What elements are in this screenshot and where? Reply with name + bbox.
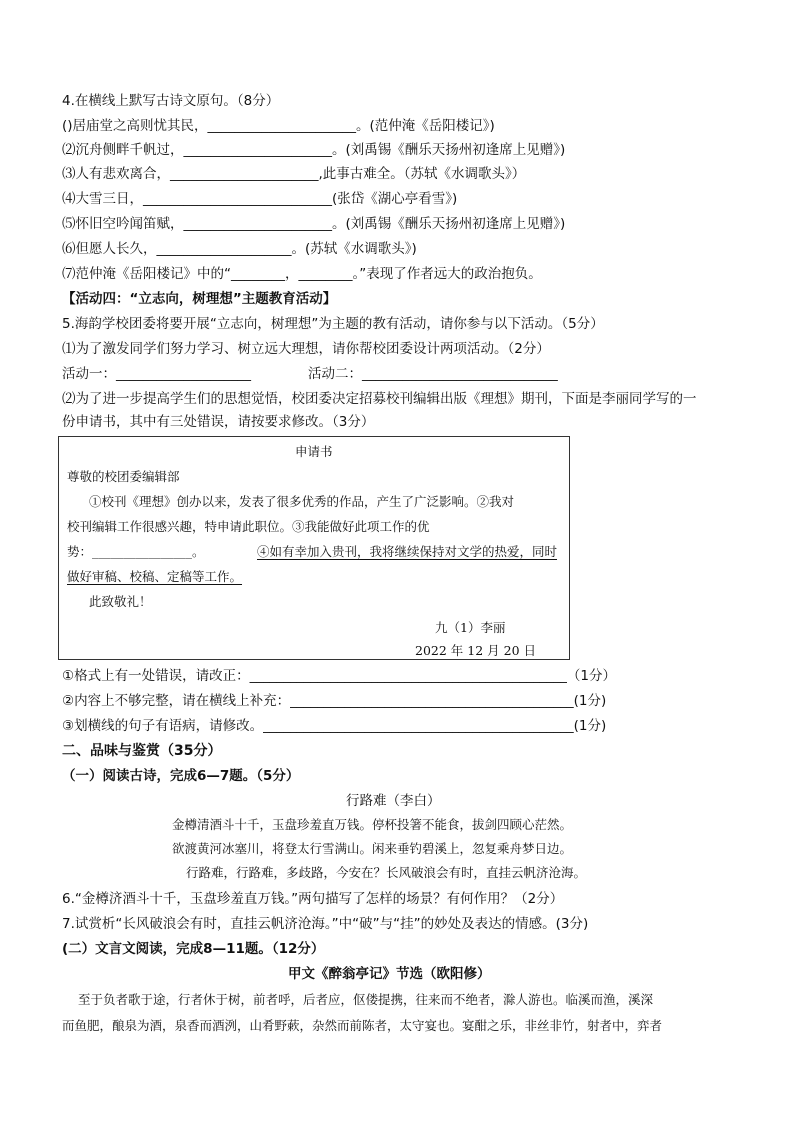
poem-title: 行路难（李白） [346, 793, 441, 809]
classical-text-title: 甲文《醉翁亭记》节选（欧阳修） [288, 966, 491, 982]
q4-title: 4.在横线上默写古诗文原句。（8分） [62, 93, 280, 109]
q4-item-6: ⑹但愿人长久，____________________。(苏轼《水调歌头》) [62, 241, 417, 257]
letter-underlined-sentence: ④如有幸加入贵刊，我将继续保持对文学的热爱，同时 [257, 544, 558, 559]
letter-body-line4: 做好审稿、校稿、定稿等工作。 [67, 569, 243, 584]
letter-heading: 申请书 [295, 444, 333, 459]
letter-body-line3-blank: 势：________________。 [67, 544, 205, 559]
q4-item-4: ⑷大雪三日，____________________________(张岱《湖心亭看雪》) [62, 191, 458, 207]
q5-sub2-line1: ⑵为了进一步提高学生们的思想觉悟，校团委决定招募校刊编辑出版《理想》期刊，下面是李丽同学写的一 [62, 391, 697, 407]
q4-item-7: ⑺范仲淹《岳阳楼记》中的“________，________。”表现了作者远大的政治抱负。 [62, 266, 542, 282]
letter-body-line1: ①校刊《理想》创办以来，发表了很多优秀的作品，产生了广泛影响。②我对 [89, 494, 515, 509]
q5-sub1: ⑴为了激发同学们努力学习、树立远大理想，请你帮校团委设计两项活动。（2分） [62, 341, 550, 357]
q4-item-5: ⑸怀旧空吟闻笛赋，______________________。(刘禹锡《酬乐天扬州初逢席上见赠》) [62, 216, 566, 232]
classical-text-line-2: 而鱼肥，酿泉为酒，泉香而酒洌，山肴野蔌，杂然而前陈者，太守宴也。宴酣之乐，非丝非竹，射者中，弈者 [62, 1018, 663, 1033]
q5-sub2-line2: 份申请书，其中有三处错误，请按要求修改。（3分） [62, 414, 375, 430]
classical-text-line-1: 至于负者歌于途，行者休于树，前者呼，后者应，伛偻提携，往来而不绝者，滁人游也。临溪而渔，溪深 [78, 992, 654, 1007]
part-one-heading: （一）阅读古诗，完成6—7题。（5分） [62, 768, 300, 784]
q4-item-1: ()居庙堂之高则忧其民，______________________。(范仲淹《岳阳楼记》) [62, 118, 495, 134]
correction-3: ③划横线的句子有语病，请修改。______________________________________________(1分) [62, 718, 607, 734]
q5-title: 5.海韵学校团委将要开展“立志向，树理想”为主题的教有活动，请你参与以下活动。（5分） [62, 316, 604, 332]
poem-line-2: 欲渡黄河冰塞川，将登太行雪满山。闲来垂钓碧溪上，忽复乘舟梦日边。 [172, 841, 573, 856]
part-two-heading: (二）文言文阅读，完成8—11题。（12分） [62, 941, 325, 957]
letter-salutation: 尊敬的校团委编辑部 [67, 469, 180, 484]
section-two-heading: 二、品味与鉴赏（35分） [62, 743, 222, 759]
letter-closing: 此致敬礼！ [89, 594, 152, 609]
letter-signature: 九（1）李丽 [435, 620, 506, 635]
poem-line-3: 行路难，行路难，多歧路，今安在？长风破浪会有时，直挂云帆济沧海。 [186, 865, 587, 880]
q4-item-3: ⑶人有悲欢离合，______________________,此事古难全。（苏轼《水调歌头》） [62, 166, 526, 182]
q6: 6.“金樽济酒斗十千，玉盘珍羞直万钱。”两句描写了怎样的场景？有何作用？（2分） [62, 891, 564, 907]
letter-date: 2022 年 12 月 20 日 [415, 643, 536, 658]
q4-item-2: ⑵沉舟侧畔千帆过，______________________。(刘禹锡《酬乐天扬州初逢席上见赠》) [62, 142, 566, 158]
letter-body-line2: 校刊编辑工作很感兴趣，特申请此职位。③我能做好此项工作的优 [67, 519, 430, 534]
activity-four-heading: 【活动四：“立志向，树理想”主题教育活动】 [62, 291, 337, 307]
correction-1: ①格式上有一处错误，请改正：_______________________________________________（1分） [62, 668, 616, 684]
poem-line-1: 金樽清酒斗十千，玉盘珍羞直万钱。停杯投箸不能食，拔剑四顾心茫然。 [172, 817, 573, 832]
q7: 7.试赏析“长风破浪会有时，直挂云帆济沧海。”中“破”与“挂”的妙处及表达的情感。(3分) [62, 916, 589, 932]
activity-one-blank: 活动一：____________________ [62, 366, 251, 382]
application-letter-box [58, 436, 570, 660]
correction-2: ②内容上不够完整，请在横线上补充：__________________________________________(1分) [62, 693, 607, 709]
activity-two-blank: 活动二：_____________________________ [308, 366, 558, 382]
